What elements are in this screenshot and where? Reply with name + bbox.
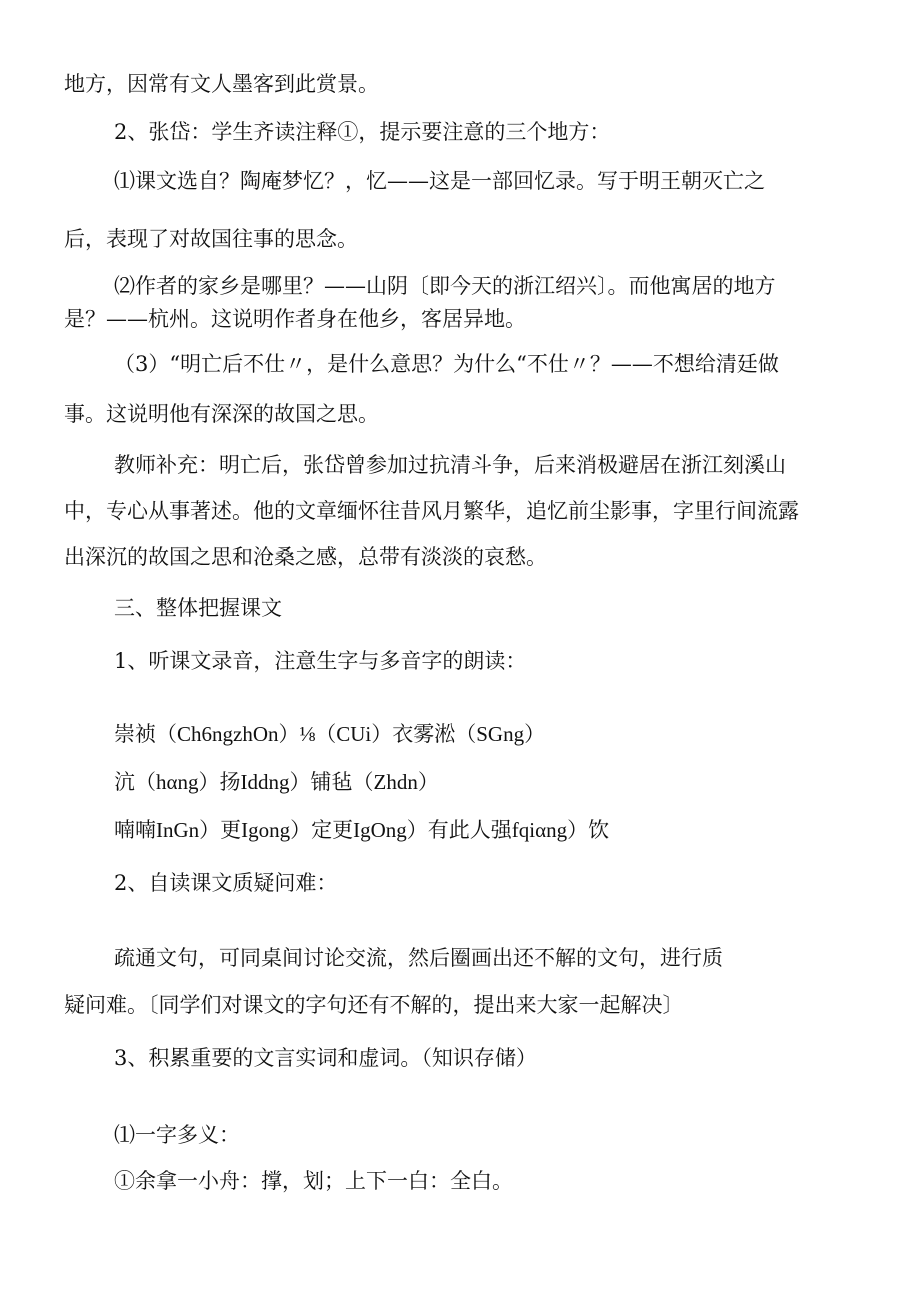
section-heading: 三、整体把握课文 [114,596,282,620]
text-line: 3、积累重要的文言实词和虚词。（知识存储） [114,1046,537,1070]
text-line: 2、自读课文质疑问难： [114,871,338,895]
text-line: 是？——杭州。这说明作者身在他乡，客居异地。 [64,307,526,331]
text-line: ⑴一字多义： [114,1123,240,1147]
text-line: 教师补充：明亡后，张岱曾参加过抗清斗争，后来消极避居在浙江刻溪山 [114,453,786,477]
text-line: ⑴课文选自？陶庵梦忆？，忆——这是一部回忆录。写于明王朝灭亡之 [114,169,765,193]
text-line: （3）“明亡后不仕〃，是什么意思？为什么“不仕〃？——不想给清廷做 [114,352,779,376]
pinyin-line: 喃喃InGn）更Igong）定更IgOng）有此人强fqiαng）饮 [114,818,610,842]
text-line: 1、听课文录音，注意生字与多音字的朗读： [114,649,527,673]
pinyin-line: 崇祯（Ch6ngzhOn）⅛（CUi）衣雾淞（SGng） [114,722,546,746]
text-line: 2、张岱：学生齐读注释①，提示要注意的三个地方： [114,120,611,144]
text-line: 出深沉的故国之思和沧桑之感，总带有淡淡的哀愁。 [64,545,547,569]
text-line: 事。这说明他有深深的故国之思。 [64,402,379,426]
pinyin-line: 沆（hαng）扬Iddng）铺毡（Zhdn） [114,770,439,794]
text-line: ①余拿一小舟：撑，划；上下一白：全白。 [114,1169,513,1193]
text-line: 疏通文句，可同桌间讨论交流，然后圈画出还不解的文句，进行质 [114,946,723,970]
text-line: 后，表现了对故国往事的思念。 [64,227,358,251]
text-line: 地方，因常有文人墨客到此赏景。 [64,72,379,96]
text-line: ⑵作者的家乡是哪里？——山阴〔即今天的浙江绍兴〕。而他寓居的地方 [114,274,776,298]
text-line: 疑问难。〔同学们对课文的字句还有不解的，提出来大家一起解决〕 [64,993,684,1017]
text-line: 中，专心从事著述。他的文章缅怀往昔风月繁华，追忆前尘影事，字里行间流露 [64,499,799,523]
